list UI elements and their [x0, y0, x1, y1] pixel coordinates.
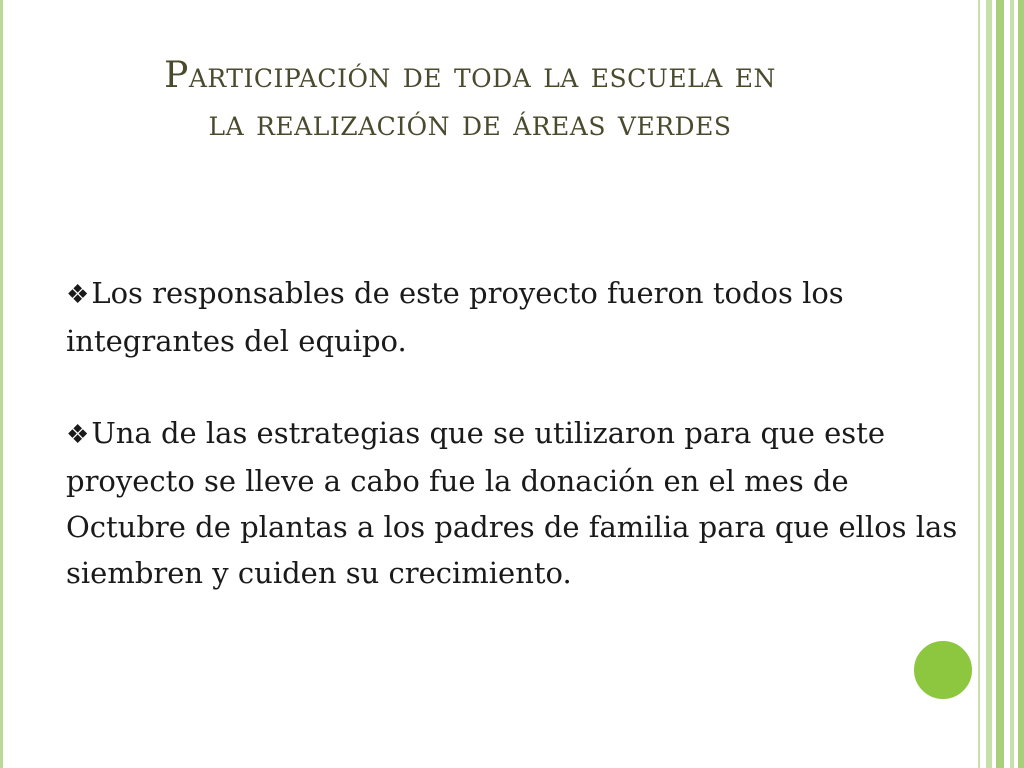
stripe-4 — [1010, 0, 1014, 768]
bullet-item-2 — [66, 410, 966, 596]
diamond-bullet-icon: ❖ — [66, 420, 90, 450]
left-border-decoration — [0, 0, 3, 768]
stripe-2 — [986, 0, 992, 768]
bullet-text-2: Una de las estrategias que se utilizaron para que este proyecto se lleve a cabo fue la donación en el mes de Octubre de plantas a los padres de familia para que ellos las siembren y cuiden su crecimiento. — [66, 416, 958, 590]
stripe-3 — [996, 0, 1004, 768]
bullet-item-1 — [66, 270, 966, 364]
diamond-bullet-icon: ❖ — [66, 280, 90, 310]
stripe-1 — [978, 0, 980, 768]
slide-title — [60, 52, 880, 148]
bullet-text-1: Los responsables de este proyecto fueron todos los integrantes del equipo. — [66, 276, 844, 358]
title-line-1: Participación de toda la escuela en — [164, 55, 776, 96]
right-stripe-decoration — [976, 0, 1024, 768]
stripe-5 — [1018, 0, 1024, 768]
title-line-2: la realización de áreas verdes — [208, 103, 732, 144]
green-circle-decoration — [912, 639, 974, 701]
slide-body — [66, 270, 966, 642]
